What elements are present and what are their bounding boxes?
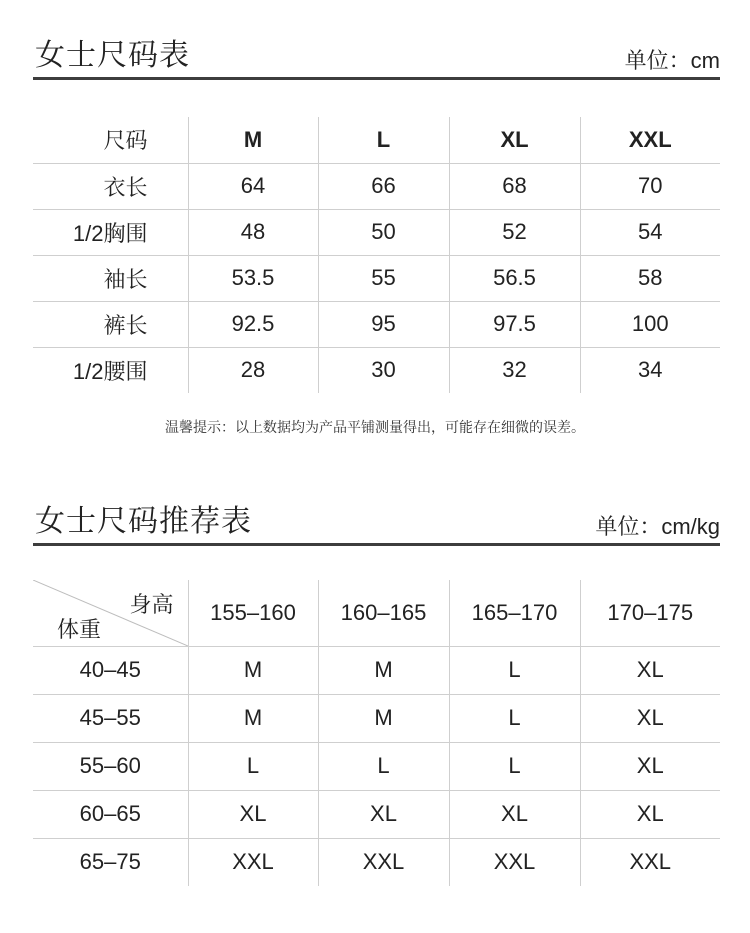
size-chart-header-row [33,117,720,163]
recommend-chart-divider [33,543,720,546]
table-row [33,646,720,694]
table-cell: 54 [580,209,720,255]
size-header-m: M [188,117,318,163]
table-cell: 97.5 [449,301,580,347]
size-chart-table [33,117,720,393]
table-cell: 34 [580,347,720,393]
corner-cell [33,580,188,646]
table-cell: L [449,742,580,790]
table-cell: 64 [188,163,318,209]
table-cell: 95 [318,301,449,347]
table-cell: XL [580,790,720,838]
table-cell: XL [318,790,449,838]
table-cell: 55 [318,255,449,301]
table-cell: 70 [580,163,720,209]
table-row [33,838,720,886]
table-cell: M [318,646,449,694]
recommend-chart-header [33,506,720,546]
table-cell: M [318,694,449,742]
table-cell: 32 [449,347,580,393]
table-cell: 52 [449,209,580,255]
row-label: 1/2腰围 [72,358,148,384]
row-label: 裤长 [33,301,188,347]
size-header-label: 尺码 [33,117,188,163]
table-cell: XXL [188,838,318,886]
recommend-chart-title: 女士尺码推荐表 [35,505,252,538]
height-axis-label: 身高 [129,592,174,617]
table-cell: 28 [188,347,318,393]
height-header: 155–160 [188,580,318,646]
table-cell: XL [580,742,720,790]
size-header-xxl: XXL [580,117,720,163]
table-cell: XL [580,646,720,694]
table-cell: XXL [449,838,580,886]
height-header: 170–175 [580,580,720,646]
weight-label: 45–55 [33,694,188,742]
measurement-note: 温馨提示：以上数据均为产品平铺测量得出，可能存在细微的误差。 [165,419,585,435]
table-cell: 48 [188,209,318,255]
weight-label: 55–60 [33,742,188,790]
size-header-xl: XL [449,117,580,163]
table-cell: XXL [318,838,449,886]
table-row [33,209,720,255]
table-row [33,347,720,393]
table-cell: L [449,646,580,694]
table-cell: 53.5 [188,255,318,301]
table-cell: 100 [580,301,720,347]
table-cell: XL [188,790,318,838]
table-cell: 58 [580,255,720,301]
weight-label: 65–75 [79,849,141,875]
recommend-chart-table [33,580,720,886]
size-header-l: L [318,117,449,163]
table-cell: L [318,742,449,790]
weight-label: 60–65 [33,790,188,838]
table-cell: M [188,694,318,742]
table-cell: XXL [580,838,720,886]
weight-axis-label: 体重 [57,616,102,642]
table-cell: L [188,742,318,790]
table-cell: 30 [318,347,449,393]
size-chart-title: 女士尺码表 [35,39,190,72]
table-cell: 92.5 [188,301,318,347]
row-label: 1/2胸围 [33,209,188,255]
size-chart-unit: 单位：cm [624,48,720,73]
table-cell: M [188,646,318,694]
table-row [33,790,720,838]
table-cell: 56.5 [449,255,580,301]
table-cell: 68 [449,163,580,209]
size-chart-divider [33,77,720,80]
height-header: 165–170 [449,580,580,646]
table-row [33,742,720,790]
table-cell: XL [580,694,720,742]
height-header: 160–165 [318,580,449,646]
size-chart-header [33,40,720,80]
table-row [33,163,720,209]
table-cell: 50 [318,209,449,255]
table-row [33,255,720,301]
row-label: 衣长 [33,163,188,209]
table-cell: L [449,694,580,742]
table-row [33,694,720,742]
recommend-header-row [33,580,720,646]
recommend-chart-unit: 单位：cm/kg [595,514,720,539]
table-cell: XL [449,790,580,838]
table-row [33,301,720,347]
table-cell: 66 [318,163,449,209]
weight-label: 40–45 [33,646,188,694]
row-label: 袖长 [33,255,188,301]
